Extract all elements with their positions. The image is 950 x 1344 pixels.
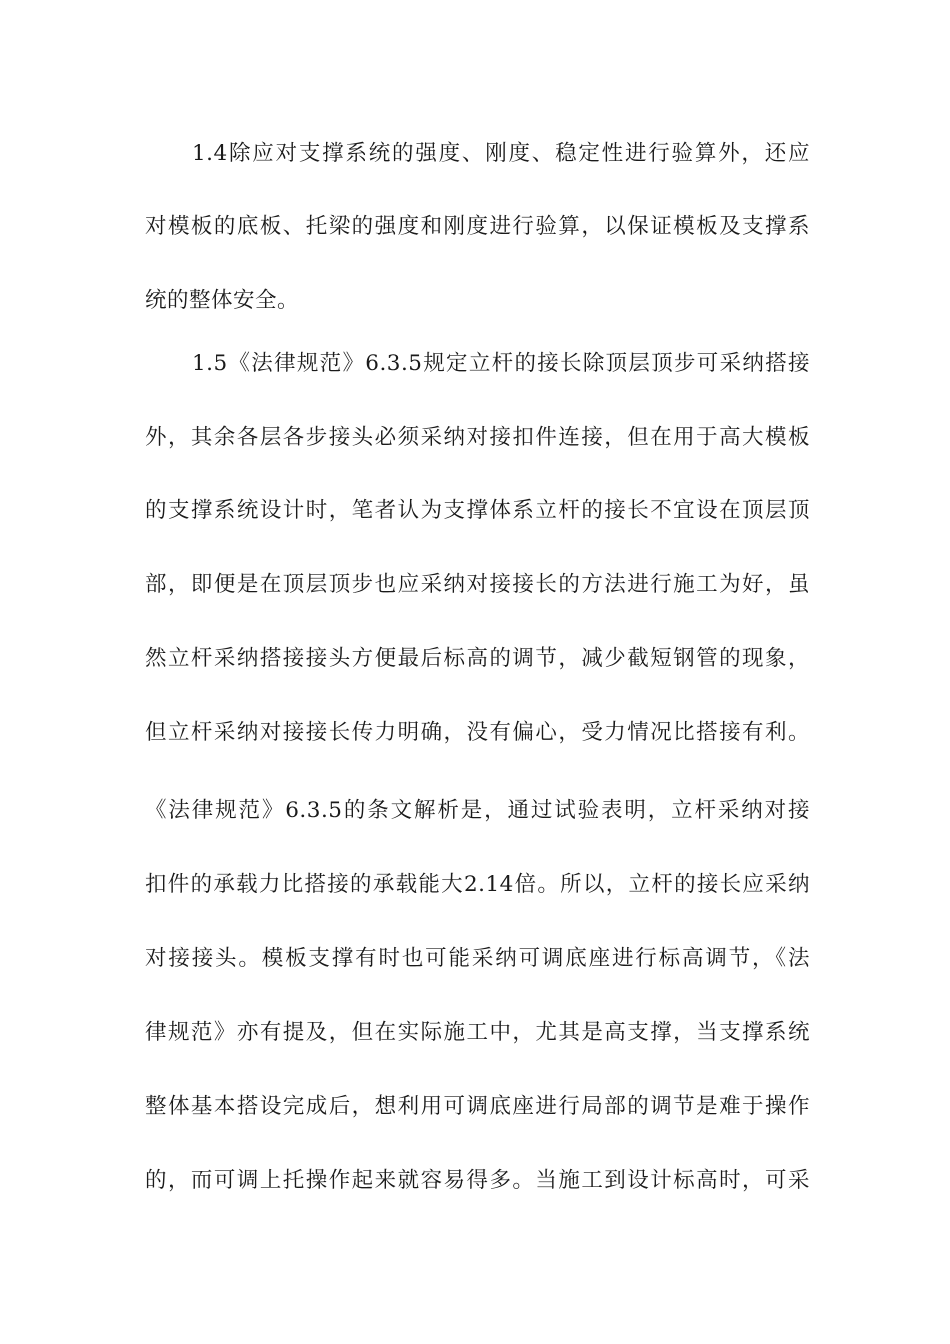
text-line-2: 对模板的底板、托梁的强度和刚度进行验算，以保证模板及支撑系: [145, 214, 810, 239]
text-line-13: 律规范》亦有提及，但在实际施工中，尤其是高支撑，当支撑系统: [145, 1020, 810, 1045]
text-line-14: 整体基本搭设完成后，想利用可调底座进行局部的调节是难于操作: [145, 1094, 810, 1119]
text-line-7: 部，即便是在顶层顶步也应采纳对接接长的方法进行施工为好，虽: [145, 572, 810, 597]
text-line-9: 但立杆采纳对接接长传力明确，没有偏心，受力情况比搭接有利。: [145, 720, 810, 745]
text-line-8: 然立杆采纳搭接接头方便最后标高的调节，减少截短钢管的现象，: [145, 646, 810, 671]
text-line-4: 1.5《法律规范》6.3.5规定立杆的接长除顶层顶步可采纳搭接: [192, 351, 810, 376]
text-line-5: 外，其余各层各步接头必须采纳对接扣件连接，但在用于高大模板: [145, 425, 810, 450]
text-line-10: 《法律规范》6.3.5的条文解析是，通过试验表明，立杆采纳对接: [145, 798, 810, 823]
text-line-15: 的，而可调上托操作起来就容易得多。当施工到设计标高时，可采: [145, 1168, 810, 1193]
text-line-11: 扣件的承载力比搭接的承载能大2.14倍。所以，立杆的接长应采纳: [145, 872, 810, 897]
text-line-1: 1.4除应对支撑系统的强度、刚度、稳定性进行验算外，还应: [192, 141, 810, 166]
text-line-3: 统的整体安全。: [145, 288, 300, 313]
text-line-6: 的支撑系统设计时，笔者认为支撑体系立杆的接长不宜设在顶层顶: [145, 498, 810, 523]
text-line-12: 对接接头。模板支撑有时也可能采纳可调底座进行标高调节，《法: [145, 946, 810, 971]
